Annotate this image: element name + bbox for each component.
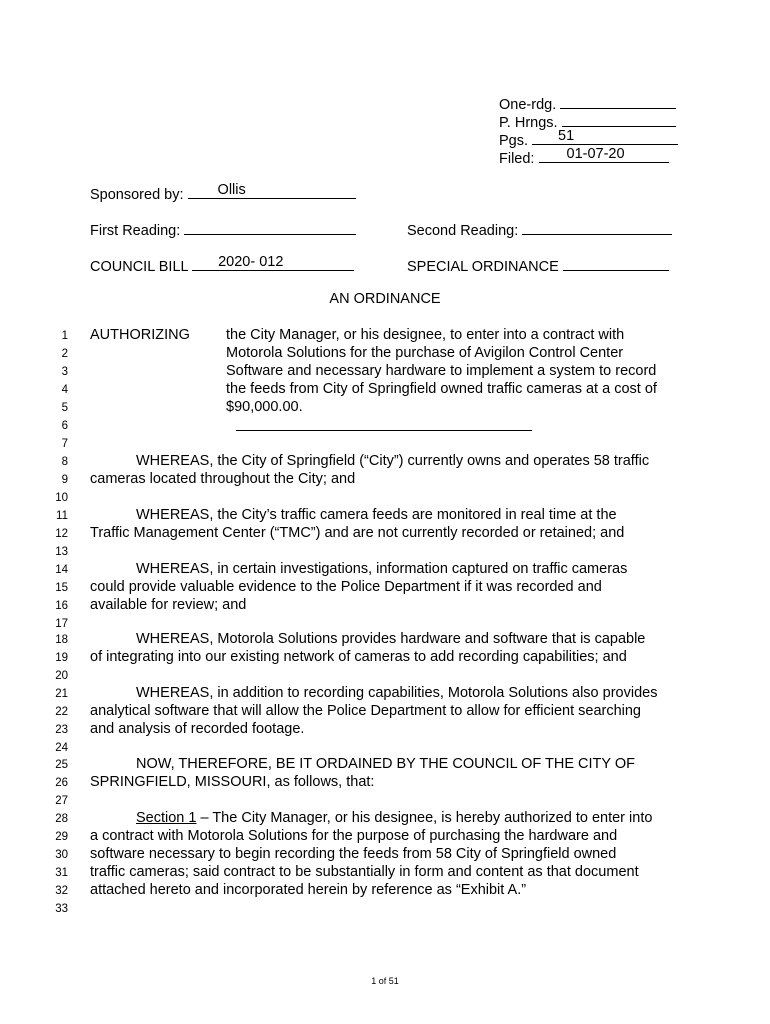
authorizing-line-2: Motorola Solutions for the purchase of Avigilon Control Center (226, 345, 624, 361)
first-reading-blank (184, 220, 356, 235)
p-hrngs-label: P. Hrngs. (499, 115, 558, 131)
line-number: 9 (61, 474, 68, 486)
authorizing-line-5: $90,000.00. (226, 399, 303, 415)
line-number: 5 (61, 402, 68, 414)
line-number: 33 (55, 903, 68, 915)
authorizing-line-4: the feeds from City of Springfield owned traffic cameras at a cost of (226, 381, 657, 397)
council-bill-value: 2020- 012 (218, 254, 284, 270)
whereas-4-line-1: WHEREAS, Motorola Solutions provides hardware and software that is capable (136, 631, 646, 647)
line-number: 23 (55, 724, 68, 736)
line-number: 29 (55, 831, 68, 843)
second-reading-label: Second Reading: (407, 223, 519, 239)
one-rdg-label: One-rdg. (499, 97, 557, 113)
whereas-1-line-1: WHEREAS, the City of Springfield (“City”) currently owns and operates 58 traffic (136, 453, 650, 469)
pgs-value: 51 (558, 128, 575, 144)
line-number: 28 (55, 813, 68, 825)
line-number: 15 (55, 582, 68, 594)
p-hrngs-field (499, 112, 676, 132)
line-number: 7 (61, 438, 68, 450)
line-number: 25 (55, 759, 68, 771)
line-number: 21 (55, 688, 68, 700)
filed-label: Filed: (499, 151, 535, 167)
p-hrngs-blank (562, 112, 676, 127)
sponsor-label: Sponsored by: (90, 187, 184, 203)
line-number: 4 (61, 384, 68, 396)
section-1-line-3: software necessary to begin recording the feeds from 58 City of Springfield owned (90, 846, 617, 862)
council-bill-field (90, 256, 354, 276)
filed-blank (539, 148, 669, 163)
line-number: 10 (55, 492, 68, 504)
line-number: 6 (61, 420, 68, 432)
authorizing-rule (236, 430, 532, 431)
whereas-4-line-2: of integrating into our existing network of cameras to add recording capabilities; and (90, 649, 627, 665)
sponsor-field (90, 184, 356, 204)
pgs-blank (532, 130, 678, 145)
whereas-5-line-2: analytical software that will allow the Police Department to allow for efficient searching (90, 703, 641, 719)
special-ordinance-blank (563, 256, 669, 271)
one-rdg-blank (560, 94, 676, 109)
filed-value: 01-07-20 (566, 146, 625, 162)
line-number: 1 (61, 330, 68, 342)
special-ordinance-label: SPECIAL ORDINANCE (407, 259, 559, 275)
ordained-line-2: SPRINGFIELD, MISSOURI, as follows, that: (90, 774, 375, 790)
line-number: 24 (55, 742, 68, 754)
line-number: 19 (55, 652, 68, 664)
council-bill-label: COUNCIL BILL (90, 259, 189, 275)
whereas-2-line-1: WHEREAS, the City’s traffic camera feeds are monitored in real time at the (136, 507, 617, 523)
section-1-line-4: traffic cameras; said contract to be substantially in form and content as that document (90, 864, 639, 880)
line-number: 13 (55, 546, 68, 558)
page-number: 1 of 51 (371, 976, 399, 986)
line-number: 3 (61, 366, 68, 378)
line-number: 12 (55, 528, 68, 540)
section-1-line-5: attached hereto and incorporated herein by reference as “Exhibit A.” (90, 882, 527, 898)
second-reading-blank (522, 220, 672, 235)
one-rdg-field (499, 94, 676, 114)
whereas-5-line-1: WHEREAS, in addition to recording capabilities, Motorola Solutions also provides (136, 685, 658, 701)
line-number: 27 (55, 795, 68, 807)
line-number: 14 (55, 564, 68, 576)
authorizing-line-1: the City Manager, or his designee, to enter into a contract with (226, 327, 625, 343)
ordained-line-1: NOW, THEREFORE, BE IT ORDAINED BY THE COUNCIL OF THE CITY OF (136, 756, 635, 772)
authorizing-line-3: Software and necessary hardware to implement a system to record (226, 363, 657, 379)
special-ordinance-field (407, 256, 669, 276)
whereas-5-line-3: and analysis of recorded footage. (90, 721, 305, 737)
council-bill-blank (192, 256, 354, 271)
line-number: 8 (61, 456, 68, 468)
line-number: 11 (56, 510, 68, 522)
line-number: 16 (55, 600, 68, 612)
whereas-3-line-2: could provide valuable evidence to the Police Department if it was recorded and (90, 579, 602, 595)
sponsor-value: Ollis (217, 182, 246, 198)
first-reading-field (90, 220, 356, 240)
whereas-3-line-3: available for review; and (90, 597, 247, 613)
first-reading-label: First Reading: (90, 223, 181, 239)
ordinance-title: AN ORDINANCE (329, 291, 441, 307)
line-number: 30 (55, 849, 68, 861)
line-number: 18 (55, 634, 68, 646)
line-number: 22 (55, 706, 68, 718)
whereas-3-line-1: WHEREAS, in certain investigations, information captured on traffic cameras (136, 561, 628, 577)
line-number: 26 (55, 777, 68, 789)
line-number: 32 (55, 885, 68, 897)
second-reading-field (407, 220, 672, 240)
line-number: 17 (55, 618, 68, 630)
authorizing-label: AUTHORIZING (90, 327, 190, 343)
section-1-line-1 (136, 809, 652, 827)
section-1-text: – The City Manager, or his designee, is hereby authorized to enter into (196, 810, 653, 826)
line-number: 31 (55, 867, 68, 879)
section-1-heading: Section 1 (136, 810, 197, 826)
line-number: 2 (61, 348, 68, 360)
filed-field (499, 148, 669, 168)
section-1-line-2: a contract with Motorola Solutions for the purpose of purchasing the hardware and (90, 828, 618, 844)
pgs-label: Pgs. (499, 133, 529, 149)
whereas-1-line-2: cameras located throughout the City; and (90, 471, 356, 487)
whereas-2-line-2: Traffic Management Center (“TMC”) and are not currently recorded or retained; and (90, 525, 625, 541)
line-number: 20 (55, 670, 68, 682)
sponsor-blank (188, 184, 356, 199)
